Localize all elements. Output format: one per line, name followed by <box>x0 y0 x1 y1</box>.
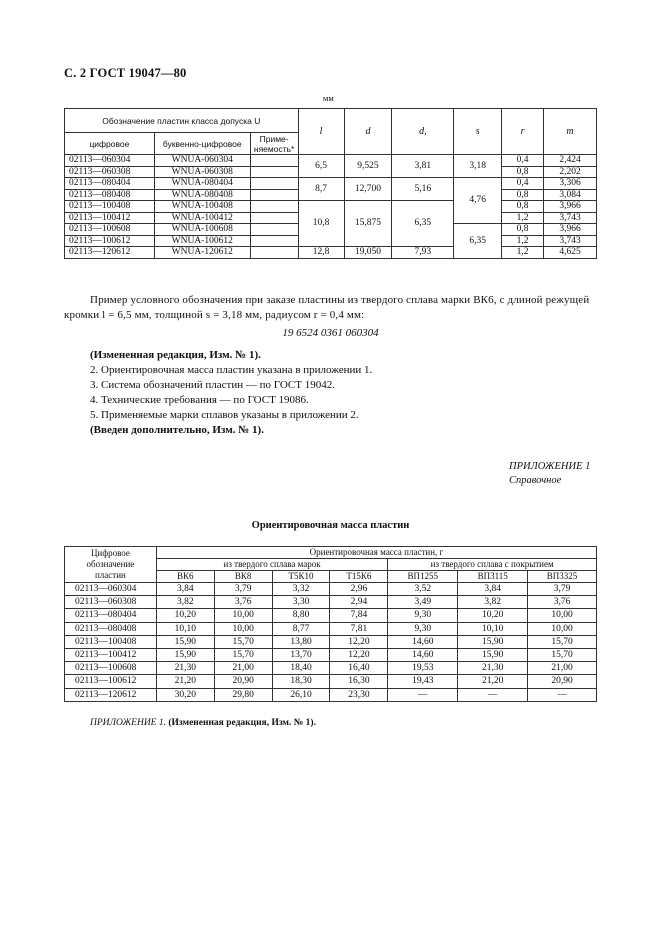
mass-value: 10,20 <box>458 609 528 622</box>
applicability-cell <box>250 247 298 259</box>
mass-value: 3,84 <box>156 583 214 596</box>
mass-value: 10,10 <box>458 622 528 635</box>
mass-value: 21,20 <box>156 675 214 688</box>
d1-value: 7,93 <box>392 247 454 259</box>
mass-value: 18,40 <box>272 662 330 675</box>
mass-value: 3,52 <box>388 583 458 596</box>
grade-header: ВП1255 <box>388 571 458 583</box>
mass-value: 15,90 <box>458 635 528 648</box>
mass-value: 3,32 <box>272 583 330 596</box>
grade-header: Т5К10 <box>272 571 330 583</box>
mass-value: 20,90 <box>528 675 597 688</box>
m-value: 3,743 <box>544 235 597 247</box>
plate-code: 02113—060304 <box>65 583 157 596</box>
appendix-footnote <box>90 718 316 728</box>
grade-header: Т15К6 <box>330 571 388 583</box>
plate-code: 02113—100408 <box>65 635 157 648</box>
edited-note: (Измененная редакция, Изм. № 1). <box>90 349 261 361</box>
d1-value: 3,81 <box>392 155 454 178</box>
m-value: 2,424 <box>544 155 597 167</box>
plate-alpha-code: WNUA-080408 <box>154 189 250 201</box>
plates-mass-table <box>64 546 597 702</box>
mass-value: 3,82 <box>458 596 528 609</box>
appendix-title: ПРИЛОЖЕНИЕ 1 <box>509 461 591 472</box>
applicability-cell <box>250 178 298 190</box>
note-item: 2. Ориентировочная масса пластин указана в приложении 1. <box>90 364 373 376</box>
header-s: s <box>454 109 502 155</box>
mass-value: 15,90 <box>156 648 214 661</box>
mass-value: 15,90 <box>458 648 528 661</box>
header-r: r <box>502 109 544 155</box>
notes-block <box>90 348 597 438</box>
header-uncoated-grades: из твердого сплава марок <box>156 559 388 571</box>
applicability-cell <box>250 189 298 201</box>
plate-code: 02113—100408 <box>65 201 155 213</box>
plate-alpha-code: WNUA-120612 <box>154 247 250 259</box>
table-row <box>65 201 597 213</box>
m-value: 3,966 <box>544 224 597 236</box>
mass-value: 10,00 <box>528 609 597 622</box>
mass-value: 7,84 <box>330 609 388 622</box>
appendix-heading <box>509 460 590 488</box>
m-value: 3,306 <box>544 178 597 190</box>
mass-value: 16,30 <box>330 675 388 688</box>
applicability-cell <box>250 235 298 247</box>
plate-code: 02113—060308 <box>65 596 157 609</box>
m-value: 4,625 <box>544 247 597 259</box>
plates-dimensions-table <box>64 108 597 259</box>
note-item: 4. Технические требования — по ГОСТ 19086. <box>90 394 309 406</box>
table-row <box>65 662 597 675</box>
mass-value: — <box>528 688 597 701</box>
mass-value: 14,60 <box>388 635 458 648</box>
applicability-cell <box>250 201 298 213</box>
m-value: 3,084 <box>544 189 597 201</box>
mass-value: 8,77 <box>272 622 330 635</box>
l-value: 10,8 <box>298 201 344 247</box>
mass-value: 10,20 <box>156 609 214 622</box>
header-m: m <box>544 109 597 155</box>
grade-header: ВК6 <box>156 571 214 583</box>
plate-code: 02113—080408 <box>65 622 157 635</box>
header-designation: Цифровое обозначение пластин <box>65 547 157 583</box>
mass-value: 10,00 <box>214 609 272 622</box>
example-paragraph: Пример условного обозначения при заказе пластины из твердого сплава марки ВК6, с длиной режущей кромки l = 6,5 мм, толщиной s = 3,18 мм, радиусом r = 0,4 мм: <box>64 294 590 321</box>
mass-value: 7,81 <box>330 622 388 635</box>
d1-value: 5,16 <box>392 178 454 201</box>
footnote-ref: ПРИЛОЖЕНИЕ 1. <box>90 718 166 728</box>
mass-value: 15,90 <box>156 635 214 648</box>
plate-code: 02113—120612 <box>65 688 157 701</box>
plate-code: 02113—100612 <box>65 235 155 247</box>
added-note: (Введен дополнительно, Изм. № 1). <box>90 424 264 436</box>
mass-value: 3,49 <box>388 596 458 609</box>
mass-value: 15,70 <box>214 635 272 648</box>
table-row <box>65 688 597 701</box>
d-value: 12,700 <box>344 178 392 201</box>
unit-label: мм <box>323 93 334 103</box>
mass-value: 10,00 <box>214 622 272 635</box>
mass-value: 19,43 <box>388 675 458 688</box>
table-row <box>65 609 597 622</box>
r-value: 0,8 <box>502 201 544 213</box>
mass-value: 10,10 <box>156 622 214 635</box>
table-row <box>65 596 597 609</box>
table-row <box>65 648 597 661</box>
table-row <box>65 675 597 688</box>
mass-value: — <box>388 688 458 701</box>
l-value: 8,7 <box>298 178 344 201</box>
applicability-cell <box>250 224 298 236</box>
table-row <box>65 583 597 596</box>
r-value: 1,2 <box>502 212 544 224</box>
header-d1: d, <box>392 109 454 155</box>
applicability-cell <box>250 212 298 224</box>
l-value: 6,5 <box>298 155 344 178</box>
header-applicability: Приме- няемость* <box>250 133 298 155</box>
header-alphanumeric: буквенно-цифровое <box>154 133 250 155</box>
mass-value: 14,60 <box>388 648 458 661</box>
mass-value: 21,00 <box>528 662 597 675</box>
mass-value: 16,40 <box>330 662 388 675</box>
mass-value: 21,20 <box>458 675 528 688</box>
mass-value: 13,70 <box>272 648 330 661</box>
mass-value: 30,20 <box>156 688 214 701</box>
mass-value: 13,80 <box>272 635 330 648</box>
m-value: 2,202 <box>544 166 597 178</box>
mass-value: 2,94 <box>330 596 388 609</box>
mass-value: 3,82 <box>156 596 214 609</box>
mass-value: 20,90 <box>214 675 272 688</box>
header-l: l <box>298 109 344 155</box>
plate-code: 02113—060304 <box>65 155 155 167</box>
mass-value: 3,79 <box>528 583 597 596</box>
table-row <box>65 635 597 648</box>
mass-value: 18,30 <box>272 675 330 688</box>
mass-value: 3,76 <box>528 596 597 609</box>
r-value: 0,4 <box>502 178 544 190</box>
mass-value: 29,80 <box>214 688 272 701</box>
plate-code: 02113—080408 <box>65 189 155 201</box>
header-digital: цифровое <box>65 133 155 155</box>
mass-value: 9,30 <box>388 609 458 622</box>
plate-alpha-code: WNUA-100412 <box>154 212 250 224</box>
plate-alpha-code: WNUA-060304 <box>154 155 250 167</box>
mass-value: 3,84 <box>458 583 528 596</box>
grade-header: ВК8 <box>214 571 272 583</box>
mass-value: 21,00 <box>214 662 272 675</box>
mass-value: 9,30 <box>388 622 458 635</box>
m-value: 3,743 <box>544 212 597 224</box>
note-item: 3. Система обозначений пластин — по ГОСТ 19042. <box>90 379 335 391</box>
applicability-cell <box>250 166 298 178</box>
mass-value: 8,80 <box>272 609 330 622</box>
header-coated-grades: из твердого сплава с покрытием <box>388 559 597 571</box>
plate-code: 02113—100612 <box>65 675 157 688</box>
mass-value: 19,53 <box>388 662 458 675</box>
mass-value: — <box>458 688 528 701</box>
page-header: С. 2 ГОСТ 19047—80 <box>64 66 187 80</box>
mass-value: 15,70 <box>528 635 597 648</box>
r-value: 0,8 <box>502 166 544 178</box>
plate-code: 02113—080404 <box>65 178 155 190</box>
d-value: 19,050 <box>344 247 392 259</box>
plate-alpha-code: WNUA-080404 <box>154 178 250 190</box>
mass-value: 23,30 <box>330 688 388 701</box>
d-value: 9,525 <box>344 155 392 178</box>
mass-value: 12,20 <box>330 635 388 648</box>
plate-code: 02113—080404 <box>65 609 157 622</box>
grade-header: ВП3325 <box>528 571 597 583</box>
table-row <box>65 155 597 167</box>
table-row <box>65 178 597 190</box>
r-value: 0,4 <box>502 155 544 167</box>
mass-value: 15,70 <box>214 648 272 661</box>
table-row <box>65 622 597 635</box>
mass-value: 26,10 <box>272 688 330 701</box>
plate-alpha-code: WNUA-100612 <box>154 235 250 247</box>
s-value: 4,76 <box>454 178 502 224</box>
mass-value: 3,79 <box>214 583 272 596</box>
header-approx-mass: Ориентировочная масса пластин, г <box>156 547 596 559</box>
note-item: 5. Применяемые марки сплавов указаны в приложении 2. <box>90 409 359 421</box>
example-designation: 19 6524 0361 060304 <box>282 327 379 339</box>
plate-code: 02113—100608 <box>65 662 157 675</box>
footnote-edit: (Измененная редакция, Изм. № 1). <box>168 718 316 728</box>
mass-table-title: Ориентировочная масса пластин <box>251 520 410 531</box>
plate-alpha-code: WNUA-100608 <box>154 224 250 236</box>
header-d: d <box>344 109 392 155</box>
mass-value: 10,00 <box>528 622 597 635</box>
m-value: 3,966 <box>544 201 597 213</box>
mass-value: 21,30 <box>156 662 214 675</box>
applicability-cell <box>250 155 298 167</box>
d-value: 15,875 <box>344 201 392 247</box>
r-value: 0,8 <box>502 189 544 201</box>
mass-value: 21,30 <box>458 662 528 675</box>
mass-value: 2,96 <box>330 583 388 596</box>
grade-header: ВП3115 <box>458 571 528 583</box>
plate-code: 02113—060308 <box>65 166 155 178</box>
appendix-subtitle: Справочное <box>509 475 562 486</box>
header-plate-designation: Обозначение пластин класса допуска U <box>65 109 299 133</box>
table-row <box>65 247 597 259</box>
r-value: 1,2 <box>502 235 544 247</box>
d1-value: 6,35 <box>392 201 454 247</box>
mass-value: 12,20 <box>330 648 388 661</box>
mass-value: 3,76 <box>214 596 272 609</box>
s-value: 3,18 <box>454 155 502 178</box>
l-value: 12,8 <box>298 247 344 259</box>
r-value: 0,8 <box>502 224 544 236</box>
plate-code: 02113—120612 <box>65 247 155 259</box>
s-value: 6,35 <box>454 224 502 259</box>
mass-value: 3,30 <box>272 596 330 609</box>
plate-alpha-code: WNUA-060308 <box>154 166 250 178</box>
plate-code: 02113—100412 <box>65 648 157 661</box>
r-value: 1,2 <box>502 247 544 259</box>
mass-value: 15,70 <box>528 648 597 661</box>
plate-code: 02113—100608 <box>65 224 155 236</box>
plate-code: 02113—100412 <box>65 212 155 224</box>
plate-alpha-code: WNUA-100408 <box>154 201 250 213</box>
